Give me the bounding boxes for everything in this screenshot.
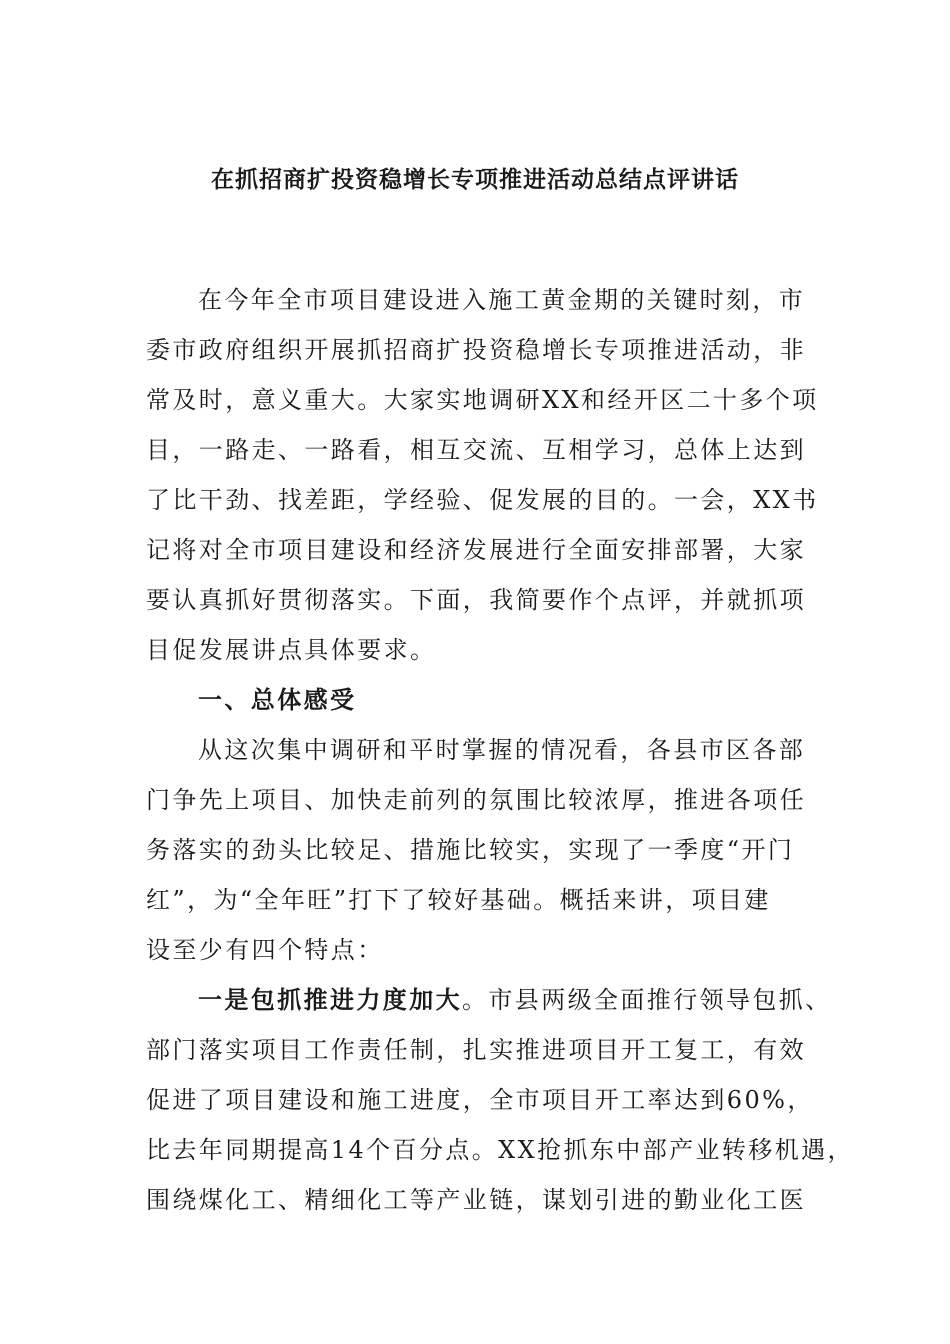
section-heading: 一、总体感受: [198, 686, 357, 714]
body-line: 一是包抓推进力度加大。市县两级全面推行领导包抓、: [198, 986, 832, 1014]
body-line: 门争先上项目、加快走前列的氛围比较浓厚，推进各项任: [146, 786, 806, 814]
body-line: 委市政府组织开展抓招商扩投资稳增长专项推进活动，非: [146, 336, 806, 364]
body-line: 务落实的劲头比较足、措施比较实，实现了一季度“开门: [146, 836, 795, 864]
paragraph-lead: 一是包抓推进力度加大: [198, 986, 462, 1014]
body-line: 了比干劲、找差距，学经验、促发展的目的。一会，XX书: [146, 486, 819, 514]
body-line: 部门落实项目工作责任制，扎实推进项目开工复工，有效: [146, 1036, 806, 1064]
body-line: 红”，为“全年旺”打下了较好基础。概括来讲，项目建: [146, 886, 771, 914]
body-line: 常及时，意义重大。大家实地调研XX和经开区二十多个项: [146, 386, 819, 414]
body-line: 围绕煤化工、精细化工等产业链，谋划引进的勤业化工医: [146, 1186, 806, 1214]
body-line: 目促发展讲点具体要求。: [146, 636, 437, 664]
body-line: 目，一路走、一路看，相互交流、互相学习，总体上达到: [146, 436, 806, 464]
body-line: 在今年全市项目建设进入施工黄金期的关键时刻，市: [198, 286, 806, 314]
document-title: 在抓招商扩投资稳增长专项推进活动总结点评讲话: [211, 167, 739, 193]
body-line: 设至少有四个特点：: [146, 936, 384, 964]
body-line: 从这次集中调研和平时掌握的情况看，各县市区各部: [198, 736, 806, 764]
body-line: 要认真抓好贯彻落实。下面，我简要作个点评，并就抓项: [146, 586, 806, 614]
body-line: 促进了项目建设和施工进度，全市项目开工率达到60%，: [146, 1086, 814, 1114]
document-body: [146, 275, 854, 1225]
body-line: 记将对全市项目建设和经济发展进行全面安排部署，大家: [146, 536, 806, 564]
body-line: 比去年同期提高14个百分点。XX抢抓东中部产业转移机遇，: [146, 1136, 854, 1164]
